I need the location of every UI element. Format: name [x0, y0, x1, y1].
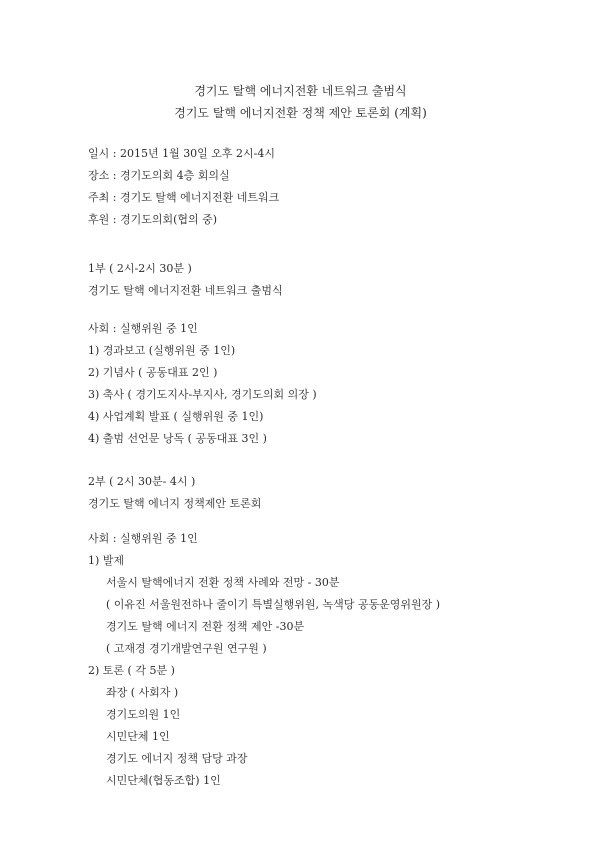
presentation-item: ( 이유진 서울원전하나 줄이기 특별실행위원, 녹색당 공동운영위원장 ) — [106, 598, 441, 611]
part2-mc: 사회 : 실행위원 중 1인 — [88, 532, 198, 545]
event-place: 장소 : 경기도의회 4층 회의실 — [88, 169, 230, 182]
part2-section — [88, 471, 261, 515]
part1-mc: 사회 : 실행위원 중 1인 — [88, 322, 198, 335]
title-block — [0, 80, 601, 124]
part1-section — [88, 258, 283, 302]
part1-title: 경기도 탈핵 에너지전환 네트워크 출범식 — [88, 284, 283, 297]
part2-title: 경기도 탈핵 에너지 정책제안 토론회 — [88, 497, 262, 510]
part1-item: 4) 출범 선언문 낭독 ( 공동대표 3인 ) — [88, 432, 267, 445]
discussant-item: 시민단체(협동조합) 1인 — [106, 774, 221, 787]
part1-item: 3) 축사 ( 경기도지사-부지사, 경기도의회 의장 ) — [88, 388, 317, 401]
discussant-item: 시민단체 1인 — [106, 730, 170, 743]
part1-item: 4) 사업계획 발표 ( 실행위원 중 1인) — [88, 410, 264, 423]
discussant-item: 좌장 ( 사회자 ) — [106, 686, 179, 699]
part1-program — [88, 318, 317, 450]
part2-heading: 2부 ( 2시 30분- 4시 ) — [88, 475, 196, 488]
part2-program — [88, 528, 440, 792]
discussant-item: 경기도 에너지 정책 담당 과장 — [106, 752, 248, 765]
presentation-item: 서울시 탈핵에너지 전환 정책 사례와 전망 - 30분 — [106, 576, 340, 589]
presentation-label: 1) 발제 — [88, 554, 125, 567]
discussion-label: 2) 토론 ( 각 5분 ) — [88, 664, 175, 677]
presentation-item: 경기도 탈핵 에너지 전환 정책 제안 -30분 — [106, 620, 305, 633]
document-title: 경기도 탈핵 에너지전환 네트워크 출범식 — [194, 84, 407, 98]
part1-item: 2) 기념사 ( 공동대표 2인 ) — [88, 366, 218, 379]
part1-item: 1) 경과보고 (실행위원 중 1인) — [88, 344, 236, 357]
event-date: 일시 : 2015년 1월 30일 오후 2시-4시 — [88, 147, 276, 160]
discussant-item: 경기도의원 1인 — [106, 708, 181, 721]
presentation-item: ( 고재경 경기개발연구원 연구원 ) — [106, 642, 267, 655]
event-host: 주최 : 경기도 탈핵 에너지전환 네트워크 — [88, 191, 280, 204]
document-subtitle: 경기도 탈핵 에너지전환 정책 제안 토론회 (계획) — [174, 106, 427, 120]
part1-heading: 1부 ( 2시-2시 30분 ) — [88, 262, 192, 275]
event-info — [88, 143, 279, 231]
event-sponsor: 후원 : 경기도의회(협의 중) — [88, 213, 218, 226]
